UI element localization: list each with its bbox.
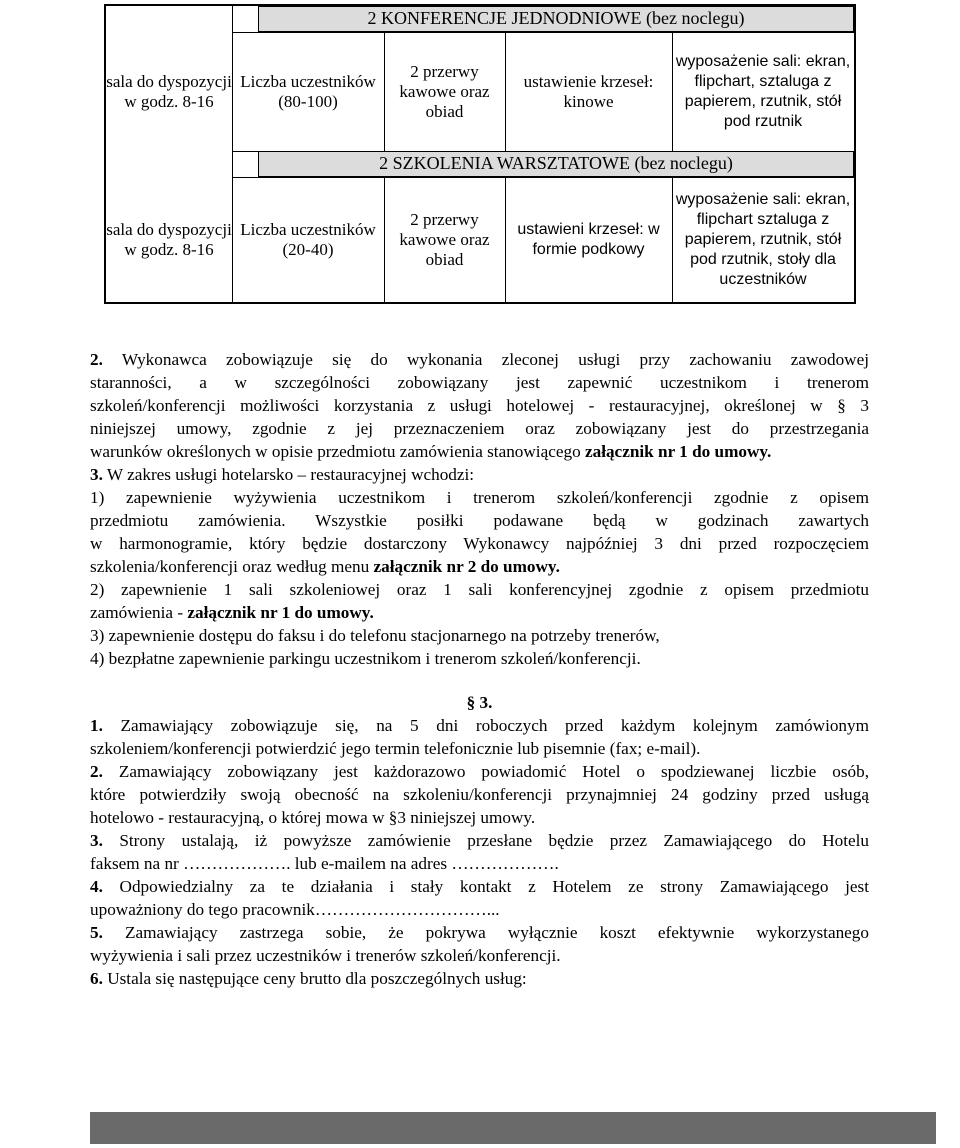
item-1-line: przedmiotu zamówienia. Wszystkie posiłki podawane będą w godzinach zawartych [90,511,869,530]
work-breaks-cell: 2 przerwy kawowe oraz obiad [384,177,506,302]
s5-line: wyżywienia i sali przez uczestników i trenerów szkoleń/konferencji. [90,946,561,965]
paragraph-2-line: 2. Wykonawca zobowiązuje się do wykonania zleconej usługi przy zachowaniu zawodowej [90,350,869,369]
item-1-line: szkolenia/konferencji oraz według menu załącznik nr 2 do umowy. [90,557,560,576]
conf-equipment-cell: wyposażenie sali: ekran, flipchart, sztaluga z papierem, rzutnik, stół pod rzutnik [672,32,854,152]
item-3-line: 3) zapewnienie dostępu do faksu i do telefonu stacjonarnego na potrzeby trenerów, [90,626,660,645]
s2-line: które potwierdziły swoją obecność na szkoleniu/konferencji przynajmniej 24 godziny przed usługą [90,785,869,804]
s4-line: upoważniony do tego pracownik…………………………... [90,900,500,919]
paragraph-2-line: niniejszej umowy, zgodnie z jej przeznaczeniem oraz zobowiązany jest do przestrzegania [90,419,869,438]
contract-body [90,348,869,990]
item-2-line: 2) zapewnienie 1 sali szkoleniowej oraz 1 sali konferencyjnej zgodnie z opisem przedmiotu [90,580,869,599]
workshops-header: 2 SZKOLENIA WARSZTATOWE (bez noclegu) [258,151,854,177]
conf-breaks-cell: 2 przerwy kawowe oraz obiad [384,32,506,152]
paragraph-2-line: warunków określonych w opisie przedmiotu zamówienia stanowiącego załącznik nr 1 do umowy. [90,442,772,461]
s2-line: 2. Zamawiający zobowiązany jest każdorazowo powiadomić Hotel o spodziewanej liczbie osób, [90,762,869,781]
paragraph-2-line: szkoleń/konferencji możliwości korzystania z usługi hotelowej - restauracyjnej, określonej w § 3 [90,396,869,415]
item-1-line: 1) zapewnienie wyżywienia uczestnikom i trenerom szkoleń/konferencji zgodnie z opisem [90,488,869,507]
item-4-line: 4) bezpłatne zapewnienie parkingu uczestnikom i trenerom szkoleń/konferencji. [90,649,641,668]
s5-line: 5. Zamawiający zastrzega sobie, że pokrywa wyłącznie koszt efektywnie wykorzystanego [90,923,869,942]
work-seating-cell: ustawieni krzeseł: w formie podkowy [505,177,673,302]
s1-line: 1. Zamawiający zobowiązuje się, na 5 dni roboczych przed każdym kolejnym zamówionym [90,716,869,735]
conferences-header: 2 KONFERENCJE JEDNODNIOWE (bez noclegu) [258,6,854,32]
work-equipment-cell: wyposażenie sali: ekran, flipchart sztaluga z papierem, rzutnik, stół pod rzutnik, stoły dla uczestników [672,177,854,302]
item-1-line: w harmonogramie, który będzie dostarczony Wykonawcy najpóźniej 3 dni przed rozpoczęciem [90,534,869,553]
s3-line: 3. Strony ustalają, iż powyższe zamówienie przesłane będzie przez Zamawiającego do Hotelu [90,831,869,850]
work-room-cell: sala do dyspozycji w godz. 8-16 [106,219,232,259]
paragraph-2-line: staranności, a w szczególności zobowiązany jest zapewnić uczestnikom i trenerom [90,373,869,392]
section-heading: § 3. [466,693,493,712]
s2-line: hotelowo - restauracyjną, o której mowa w §3 niniejszej umowy. [90,808,536,827]
services-table [104,4,856,304]
item-2-line: zamówienia - załącznik nr 1 do umowy. [90,603,374,622]
s1-line: szkoleniem/konferencji potwierdzić jego termin telefonicznie lub pisemnie (fax; e-mail). [90,739,701,758]
conf-seating-cell: ustawienie krzeseł: kinowe [505,32,673,152]
conf-participants-cell: Liczba uczestników (80-100) [232,32,385,152]
paragraph-3-line: 3. W zakres usługi hotelarsko – restauracyjnej wchodzi: [90,465,475,484]
s6-line: 6. Ustala się następujące ceny brutto dla poszczególnych usług: [90,969,527,988]
work-participants-cell: Liczba uczestników (20-40) [232,177,385,302]
s4-line: 4. Odpowiedzialny za te działania i stały kontakt z Hotelem ze strony Zamawiającego jest [90,877,869,896]
footer-bar [90,1112,936,1144]
conf-room-cell: sala do dyspozycji w godz. 8-16 [106,72,232,111]
s3-line: faksem na nr ………………. lub e-mailem na adres ………………. [90,854,559,873]
